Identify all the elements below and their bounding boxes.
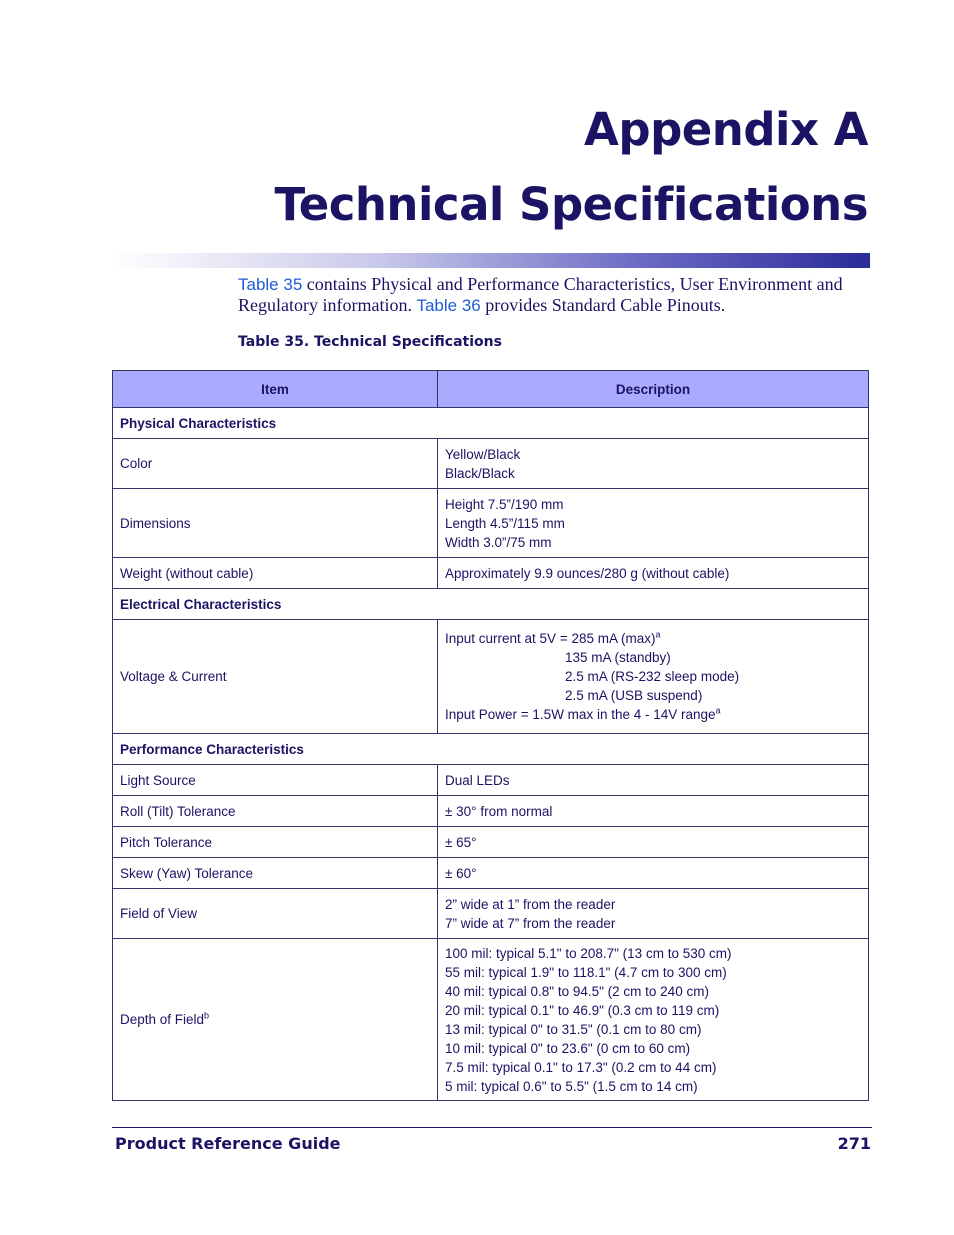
footer-divider: [112, 1127, 872, 1128]
description-line: 55 mil: typical 1.9" to 118.1" (4.7 cm to 300 cm): [445, 964, 727, 980]
column-header-description: Description: [438, 371, 869, 408]
intro-text-1: contains Physical and Performance Characteristics, User Environment and Regulatory information.: [238, 274, 843, 315]
footnote-ref: a: [655, 629, 661, 640]
description-cell: Approximately 9.9 ounces/280 g (without cable): [438, 558, 869, 589]
table-row-color: [113, 439, 869, 489]
description-cell: [438, 489, 869, 558]
item-cell: Voltage & Current: [113, 620, 438, 734]
table-row-light-source: [113, 765, 869, 796]
item-cell: Field of View: [113, 889, 438, 939]
description-line: Yellow/Black: [445, 446, 521, 462]
section-label: Electrical Characteristics: [113, 589, 869, 620]
section-row-electrical: [113, 589, 869, 620]
table-35-link[interactable]: Table 35: [238, 275, 303, 294]
description-line: Input Power = 1.5W max in the 4 - 14V range$^a$: [445, 705, 721, 722]
description-subline: 2.5 mA (USB suspend): [565, 688, 703, 703]
heading-gradient-bar: [112, 253, 870, 268]
item-cell: Color: [113, 439, 438, 489]
description-line: 100 mil: typical 5.1" to 208.7" (13 cm to 530 cm): [445, 945, 732, 961]
description-line: Width 3.0”/75 mm: [445, 534, 552, 550]
table-row-skew: [113, 858, 869, 889]
description-cell: ± 60°: [438, 858, 869, 889]
table-header-row: [113, 371, 869, 408]
item-cell: Skew (Yaw) Tolerance: [113, 858, 438, 889]
section-row-performance: [113, 734, 869, 765]
intro-text-2: provides Standard Cable Pinouts.: [480, 295, 726, 315]
description-cell: [438, 439, 869, 489]
description-cell: [438, 620, 869, 734]
item-cell: Depth of Field$^b$: [113, 939, 438, 1101]
column-header-item: Item: [113, 371, 438, 408]
description-cell: [438, 889, 869, 939]
table-row-pitch: [113, 827, 869, 858]
table-row-weight: [113, 558, 869, 589]
table-row-depth-of-field: [113, 939, 869, 1101]
description-line: 20 mil: typical 0.1" to 46.9" (0.3 cm to 119 cm): [445, 1002, 720, 1018]
item-cell: Pitch Tolerance: [113, 827, 438, 858]
description-line: Input current at 5V = 285 mA $(\max)^a$: [445, 629, 661, 646]
description-line: 10 mil: typical 0" to 23.6" (0 cm to 60 cm): [445, 1040, 691, 1056]
item-cell: Dimensions: [113, 489, 438, 558]
table-row-roll: [113, 796, 869, 827]
footnote-ref: a: [715, 705, 721, 716]
description-line: 5 mil: typical 0.6" to 5.5" (1.5 cm to 14 cm): [445, 1078, 698, 1094]
description-line: Length 4.5”/115 mm: [445, 515, 565, 531]
description-cell: ± 30° from normal: [438, 796, 869, 827]
description-line: 40 mil: typical 0.8" to 94.5" (2 cm to 240 cm): [445, 983, 709, 999]
description-subline: 2.5 mA (RS-232 sleep mode): [565, 669, 740, 684]
description-line: 13 mil: typical 0" to 31.5" (0.1 cm to 80 cm): [445, 1021, 702, 1037]
table-row-field-of-view: [113, 889, 869, 939]
intro-paragraph: [238, 274, 863, 316]
description-line: Height 7.5”/190 mm: [445, 496, 564, 512]
item-cell: Weight (without cable): [113, 558, 438, 589]
table-36-link[interactable]: Table 36: [416, 296, 481, 315]
page-number: 271: [837, 1134, 871, 1153]
appendix-heading: Appendix A: [584, 103, 868, 156]
section-label: Physical Characteristics: [113, 408, 869, 439]
description-line: Black/Black: [445, 465, 515, 481]
page-title: Technical Specifications: [274, 178, 868, 231]
section-row-physical: [113, 408, 869, 439]
footer-guide-name: Product Reference Guide: [115, 1134, 341, 1153]
description-line: 2” wide at 1” from the reader: [445, 896, 616, 912]
table-caption: Table 35. Technical Specifications: [238, 334, 502, 350]
description-line: 7” wide at 7” from the reader: [445, 915, 616, 931]
section-label: Performance Characteristics: [113, 734, 869, 765]
footnote-ref: b: [204, 1010, 210, 1021]
description-subline: 135 mA (standby): [565, 650, 671, 665]
description-cell: [438, 939, 869, 1101]
spec-table: [112, 370, 869, 1101]
description-cell: ± 65°: [438, 827, 869, 858]
description-line: 7.5 mil: typical 0.1" to 17.3" (0.2 cm to 44 cm): [445, 1059, 717, 1075]
table-row-dimensions: [113, 489, 869, 558]
table-row-voltage: [113, 620, 869, 734]
item-cell: Light Source: [113, 765, 438, 796]
item-cell: Roll (Tilt) Tolerance: [113, 796, 438, 827]
description-cell: Dual LEDs: [438, 765, 869, 796]
